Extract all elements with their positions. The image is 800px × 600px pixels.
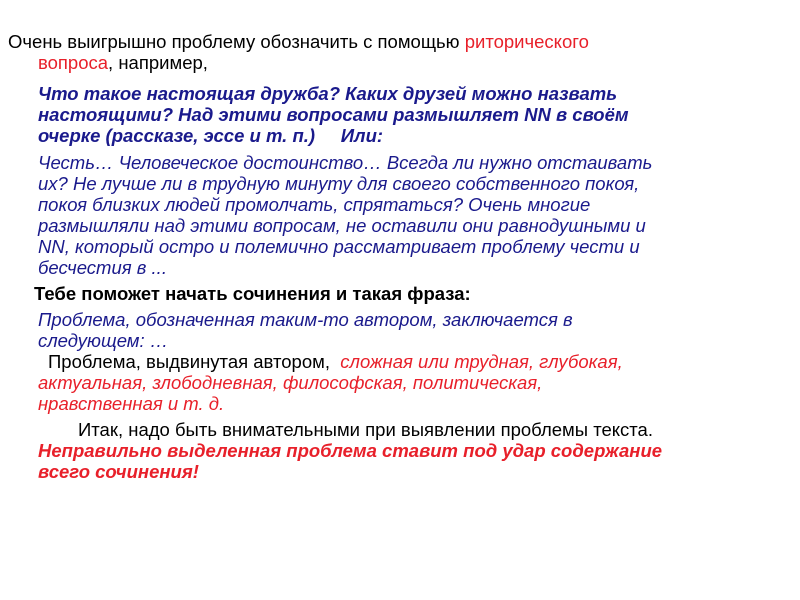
- intro-highlight-part2: вопроса: [38, 52, 109, 73]
- intro-paragraph: [8, 31, 788, 52]
- example2-line-2: их? Не лучше ли в трудную минуту для своего собственного покоя,: [38, 173, 640, 194]
- example1-line-1: Что такое настоящая дружба? Каких друзей можно назвать: [38, 83, 618, 104]
- phrase1-line-1: Проблема, обозначенная таким-то автором, заключается в: [38, 309, 573, 330]
- phrase2-line-3: нравственная и т. д.: [38, 393, 225, 414]
- intro-text: Очень выигрышно проблему обозначить с помощью: [8, 31, 465, 52]
- phrase2-line-1: [48, 351, 800, 372]
- phrase-heading: Тебе поможет начать сочинения и такая фраза:: [34, 283, 471, 304]
- example2-line-5: NN, который остро и полемично рассматривает проблему чести и: [38, 236, 640, 257]
- intro-line-1: [8, 31, 788, 52]
- conclusion-warning-1: Неправильно выделенная проблема ставит под удар содержание: [38, 440, 663, 461]
- example1-line-3a: очерке (рассказе, эссе и т. п.): [38, 125, 341, 146]
- example1-line-3: [38, 125, 800, 146]
- intro-rest: , например,: [108, 52, 208, 73]
- example2-line-1: Честь… Человеческое достоинство… Всегда ли нужно отстаивать: [38, 152, 653, 173]
- example2-line-3: покоя близких людей промолчать, спрятаться? Очень многие: [38, 194, 591, 215]
- example2-line-6: бесчестия в ...: [38, 257, 167, 278]
- example2-line-4: размышляли над этими вопросам, не оставили они равнодушными и: [38, 215, 646, 236]
- intro-line-2: [38, 52, 800, 73]
- example1-line-2: настоящими? Над этими вопросами размышляет NN в своём: [38, 104, 629, 125]
- phrase2-lead: Проблема, выдвинутая автором,: [48, 351, 341, 372]
- phrase1-line-2: следующем: …: [38, 330, 169, 351]
- conclusion-warning-2: всего сочинения!: [38, 461, 199, 482]
- example1-or: Или:: [340, 125, 384, 146]
- phrase2-line-2: актуальная, злободневная, философская, политическая,: [38, 372, 543, 393]
- intro-highlight-part1: риторического: [464, 31, 589, 52]
- phrase2-red-1: сложная или трудная, глубокая,: [340, 351, 623, 372]
- conclusion-line-1: Итак, надо быть внимательными при выявлении проблемы текста.: [78, 419, 653, 440]
